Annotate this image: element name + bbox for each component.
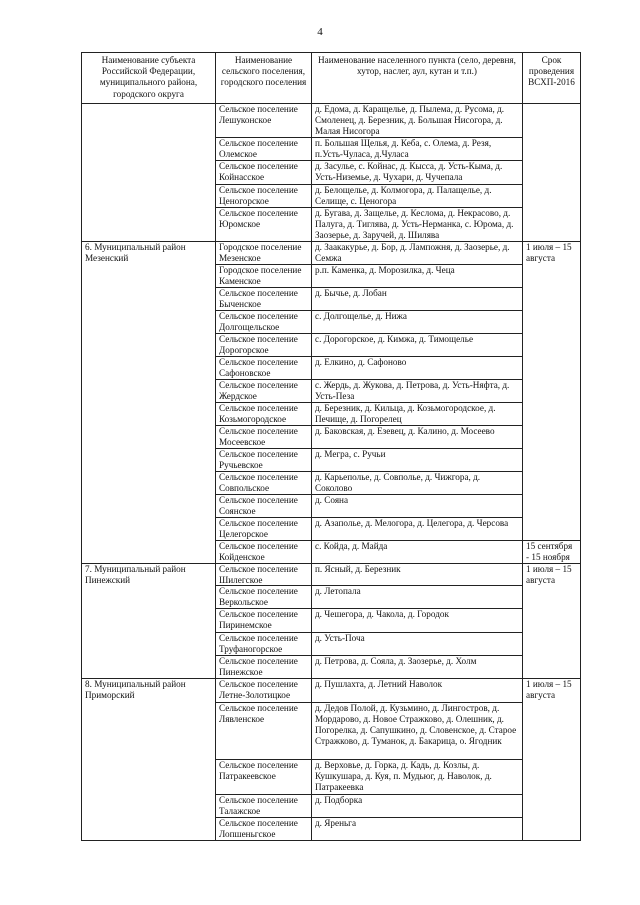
settlement-cell: Сельское поселение Талажское xyxy=(216,795,312,818)
localities-cell: с. Дорогорское, д. Кимжа, д. Тимощелье xyxy=(312,333,523,356)
page-number: 4 xyxy=(317,26,323,38)
settlement-cell: Сельское поселение Соянское xyxy=(216,494,312,517)
localities-cell: с. Койда, д. Майда xyxy=(312,540,523,563)
settlement-cell: Сельское поселение Жердское xyxy=(216,379,312,402)
table-row xyxy=(82,104,581,138)
localities-cell: д. Елкино, д. Сафоново xyxy=(312,356,523,379)
district-cell: 6. Муниципальный район Мезенский xyxy=(82,242,216,564)
settlement-cell: Сельское поселение Быченское xyxy=(216,288,312,311)
localities-cell: р.п. Каменка, д. Морозилка, д. Чеца xyxy=(312,265,523,288)
settlement-cell: Сельское поселение Ценогорское xyxy=(216,185,312,208)
district-cell xyxy=(82,104,216,242)
header-subject: Наименование субъекта Российской Федерации, муниципального района, городского округа xyxy=(82,53,216,104)
settlement-cell: Сельское поселение Лопшеньгское xyxy=(216,818,312,841)
localities-cell: д. Яреньга xyxy=(312,818,523,841)
settlement-cell: Сельское поселение Патракеевское xyxy=(216,760,312,795)
localities-cell: д. Бычье, д. Лобан xyxy=(312,288,523,311)
localities-cell: д. Дедов Полой, д. Кузьмино, д. Лингостров, д. Мордарово, д. Новое Стражково, д. Олешник, д. Погорелка, д. Сапушкино, д. Словенское, д. Старое Стражково, д. Туманок, д. Бакарица, о. Ягодник xyxy=(312,703,523,760)
localities-cell: д. Чешегора, д. Чакола, д. Городок xyxy=(312,609,523,633)
table-body xyxy=(82,104,581,841)
settlement-cell: Сельское поселение Мосеевское xyxy=(216,425,312,448)
header-period: Срок проведения ВСХП-2016 xyxy=(523,53,581,104)
localities-cell: д. Едома, д. Каращелье, д. Пылема, д. Русома, д. Смоленец, д. Березник, д. Большая Нисогора, д. Малая Нисогора xyxy=(312,104,523,138)
localities-cell: п. Большая Щелья, д. Кеба, с. Олема, д. Резя, п.Усть-Чуласа, д.Чуласа xyxy=(312,138,523,161)
settlement-cell: Сельское поселение Койденское xyxy=(216,540,312,563)
settlement-cell: Сельское поселение Лешуконское xyxy=(216,104,312,138)
settlement-cell: Сельское поселение Койнасское xyxy=(216,161,312,185)
period-cell: 1 июля – 15 августа xyxy=(523,242,581,541)
settlement-cell: Сельское поселение Ручьевское xyxy=(216,448,312,471)
localities-cell: д. Березник, д. Кильца, д. Козьмогородское, д. Печище, д. Погорелец xyxy=(312,402,523,425)
localities-cell: д. Сояна xyxy=(312,494,523,517)
localities-cell: п. Ясный, д. Березник xyxy=(312,563,523,586)
settlement-cell: Сельское поселение Сафоновское xyxy=(216,356,312,379)
census-schedule-table xyxy=(81,52,581,841)
settlement-cell: Сельское поселение Дорогорское xyxy=(216,333,312,356)
localities-cell: д. Мегра, с. Ручьи xyxy=(312,448,523,471)
settlement-cell: Сельское поселение Пиринемское xyxy=(216,609,312,633)
header-locality: Наименование населенного пункта (село, деревня, хутор, наслег, аул, кутан и т.п.) xyxy=(312,53,523,104)
settlement-cell: Сельское поселение Веркольское xyxy=(216,586,312,609)
settlement-cell: Городское поселение Мезенское xyxy=(216,242,312,265)
localities-cell: д. Бугава, д. Защелье, д. Кеслома, д. Некрасово, д. Палуга, д. Тиглява, д. Усть-Нерманка, с. Юрома, д. Заозерье, д. Заручей, д. Шилява xyxy=(312,208,523,242)
period-cell: 15 сентября - 15 ноября xyxy=(523,540,581,563)
table-row xyxy=(82,679,581,703)
localities-cell: с. Долгощелье, д. Нижа xyxy=(312,310,523,333)
period-cell: 1 июля – 15 августа xyxy=(523,679,581,841)
settlement-cell: Сельское поселение Летне-Золотицкое xyxy=(216,679,312,703)
district-cell: 7. Муниципальный район Пинежский xyxy=(82,563,216,679)
settlement-cell: Сельское поселение Козьмогородское xyxy=(216,402,312,425)
localities-cell: д. Летопала xyxy=(312,586,523,609)
period-cell xyxy=(523,104,581,242)
table-header-row xyxy=(82,53,581,104)
localities-cell: д. Карьеполье, д. Совполье, д. Чижгора, д. Соколово xyxy=(312,471,523,494)
localities-cell: с. Жердь, д. Жукова, д. Петрова, д. Усть-Няфта, д. Усть-Пеза xyxy=(312,379,523,402)
table-row xyxy=(82,563,581,586)
localities-cell: д. Засулье, с. Койнас, д. Кысса, д. Усть-Кыма, д. Усть-Низемье, д. Чухари, д. Чучепала xyxy=(312,161,523,185)
localities-cell: д. Верховье, д. Горка, д. Кадь, д. Козлы, д. Кушкушара, д. Куя, п. Мудьюг, д. Наволок, д. Патракеевка xyxy=(312,760,523,795)
localities-cell: д. Заакакурье, д. Бор, д. Лампожня, д. Заозерье, д. Семжа xyxy=(312,242,523,265)
table-row xyxy=(82,242,581,265)
localities-cell: д. Подборка xyxy=(312,795,523,818)
header-settlement: Наименование сельского поселения, городского поселения xyxy=(216,53,312,104)
district-cell: 8. Муниципальный район Приморский xyxy=(82,679,216,841)
settlement-cell: Сельское поселение Лявленское xyxy=(216,703,312,760)
settlement-cell: Сельское поселение Шилегское xyxy=(216,563,312,586)
localities-cell: д. Азаполье, д. Мелогора, д. Целегора, д. Черсова xyxy=(312,517,523,540)
settlement-cell: Сельское поселение Олемское xyxy=(216,138,312,161)
localities-cell: д. Белощелье, д. Колмогора, д. Палащелье, д. Селище, с. Ценогора xyxy=(312,185,523,208)
period-cell: 1 июля – 15 августа xyxy=(523,563,581,679)
localities-cell: д. Баковская, д. Езевец, д. Калино, д. Мосеево xyxy=(312,425,523,448)
settlement-cell: Городское поселение Каменское xyxy=(216,265,312,288)
settlement-cell: Сельское поселение Труфаногорское xyxy=(216,633,312,656)
localities-cell: д. Пушлахта, д. Летний Наволок xyxy=(312,679,523,703)
localities-cell: д. Усть-Поча xyxy=(312,633,523,656)
localities-cell: д. Петрова, д. Сояла, д. Заозерье, д. Холм xyxy=(312,656,523,679)
settlement-cell: Сельское поселение Совпольское xyxy=(216,471,312,494)
settlement-cell: Сельское поселение Целегорское xyxy=(216,517,312,540)
settlement-cell: Сельское поселение Юромское xyxy=(216,208,312,242)
settlement-cell: Сельское поселение Пинежское xyxy=(216,656,312,679)
settlement-cell: Сельское поселение Долгощельское xyxy=(216,310,312,333)
